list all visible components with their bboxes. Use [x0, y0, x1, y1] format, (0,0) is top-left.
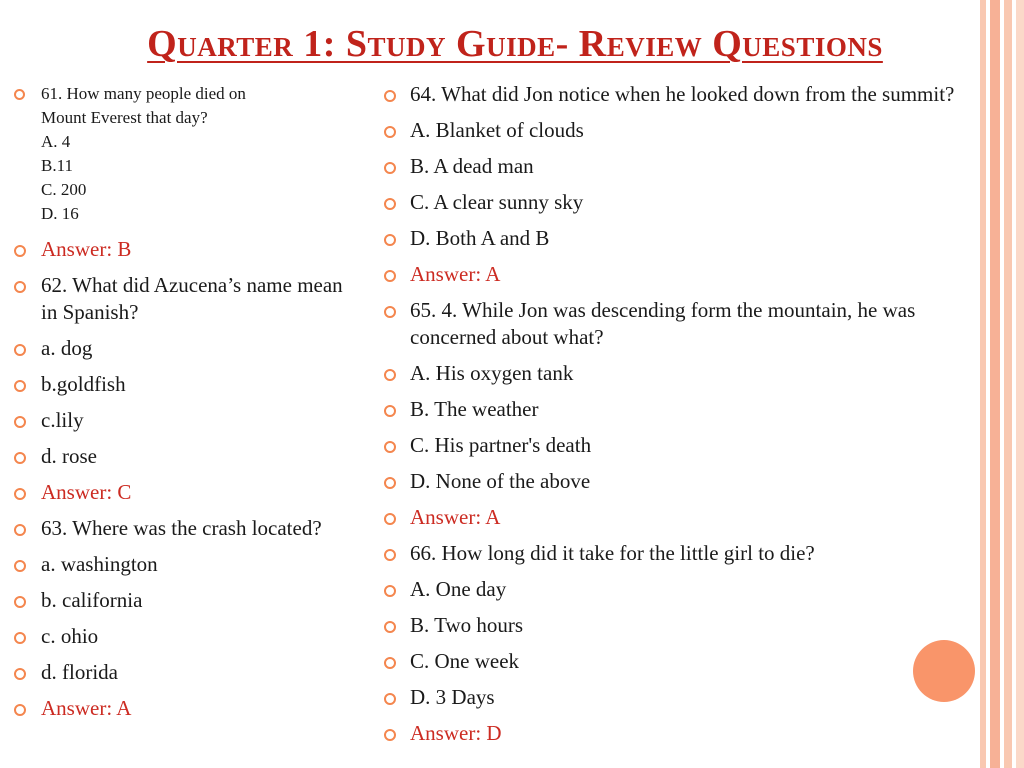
list-item — [14, 515, 364, 542]
bullet-icon — [14, 281, 26, 293]
question-line: Mount Everest that day? — [41, 108, 208, 127]
bullet-icon — [384, 198, 396, 210]
item-text: c. ohio — [41, 624, 99, 648]
bullet-icon — [384, 621, 396, 633]
item-text: D. None of the above — [410, 469, 591, 493]
option-line: B.11 — [41, 156, 73, 175]
bullet-icon — [14, 380, 26, 392]
bullet-icon — [14, 245, 26, 257]
bullet-icon — [384, 162, 396, 174]
list-item — [384, 81, 974, 108]
bullet-icon — [14, 632, 26, 644]
answer-item — [14, 695, 364, 722]
list-item — [384, 540, 974, 567]
item-text: D. 3 Days — [410, 685, 495, 709]
answer-item — [384, 504, 974, 531]
item-text: b. california — [41, 588, 143, 612]
bullet-icon — [14, 668, 26, 680]
item-text: C. His partner's death — [410, 433, 592, 457]
bullet-icon — [384, 729, 396, 741]
item-text: 64. What did Jon notice when he looked down from the summit? — [410, 82, 955, 106]
bullet-icon — [384, 234, 396, 246]
option-line: A. 4 — [41, 132, 71, 151]
bullet-icon — [14, 560, 26, 572]
option-line: C. 200 — [41, 180, 87, 199]
list-item — [384, 576, 974, 603]
list-item — [14, 272, 364, 326]
list-item — [384, 189, 974, 216]
item-text: C. A clear sunny sky — [410, 190, 584, 214]
bullet-icon — [14, 596, 26, 608]
bullet-icon — [384, 657, 396, 669]
list-item — [384, 648, 974, 675]
list-item — [14, 623, 364, 650]
item-text: 62. What did Azucena’s name mean in Spanish? — [41, 273, 343, 324]
list-item — [384, 468, 974, 495]
answer-item — [14, 479, 364, 506]
bullet-icon — [14, 89, 25, 100]
list-item — [384, 297, 974, 351]
list-item — [384, 153, 974, 180]
item-text: a. washington — [41, 552, 158, 576]
answer-text: Answer: B — [41, 237, 132, 261]
list-item — [384, 396, 974, 423]
item-text: b.goldfish — [41, 372, 126, 396]
bullet-icon — [384, 126, 396, 138]
item-text: B. The weather — [410, 397, 539, 421]
list-item — [384, 117, 974, 144]
bullet-icon — [14, 524, 26, 536]
list-item — [14, 371, 364, 398]
question-61 — [14, 82, 364, 226]
bullet-icon — [14, 344, 26, 356]
option-line: D. 16 — [41, 204, 79, 223]
item-text: B. A dead man — [410, 154, 534, 178]
answer-item — [14, 236, 364, 263]
list-item — [14, 551, 364, 578]
answer-item — [384, 261, 974, 288]
list-item — [384, 432, 974, 459]
item-text: C. One week — [410, 649, 520, 673]
bullet-icon — [384, 477, 396, 489]
question-line: 61. How many people died on — [41, 84, 246, 103]
bullet-icon — [384, 549, 396, 561]
bullet-icon — [384, 441, 396, 453]
list-item — [384, 225, 974, 252]
left-column — [14, 82, 364, 731]
list-item — [14, 443, 364, 470]
bullet-icon — [384, 693, 396, 705]
item-text: 63. Where was the crash located? — [41, 516, 322, 540]
answer-text: Answer: A — [41, 696, 132, 720]
right-column — [384, 81, 974, 756]
item-text: d. florida — [41, 660, 118, 684]
item-text: A. One day — [410, 577, 507, 601]
answer-text: Answer: C — [41, 480, 132, 504]
item-text: c.lily — [41, 408, 84, 432]
bullet-icon — [14, 416, 26, 428]
item-text: A. Blanket of clouds — [410, 118, 584, 142]
bullet-icon — [384, 306, 396, 318]
bullet-icon — [384, 513, 396, 525]
list-item — [14, 659, 364, 686]
answer-text: Answer: A — [410, 262, 501, 286]
list-item — [384, 612, 974, 639]
answer-text: Answer: A — [410, 505, 501, 529]
list-item — [384, 684, 974, 711]
item-text: 66. How long did it take for the little girl to die? — [410, 541, 815, 565]
answer-item — [384, 720, 974, 747]
item-text: B. Two hours — [410, 613, 524, 637]
item-text: d. rose — [41, 444, 97, 468]
bullet-icon — [14, 704, 26, 716]
item-text: D. Both A and B — [410, 226, 550, 250]
decorative-stripes — [980, 0, 1024, 768]
list-item — [14, 335, 364, 362]
list-item — [384, 360, 974, 387]
list-item — [14, 407, 364, 434]
item-text: a. dog — [41, 336, 93, 360]
bullet-icon — [384, 405, 396, 417]
bullet-icon — [384, 270, 396, 282]
answer-text: Answer: D — [410, 721, 502, 745]
item-text: A. His oxygen tank — [410, 361, 574, 385]
bullet-icon — [14, 452, 26, 464]
bullet-icon — [384, 369, 396, 381]
item-text: 65. 4. While Jon was descending form the mountain, he was concerned about what? — [410, 298, 916, 349]
slide-title: Quarter 1: Study Guide- Review Questions — [147, 23, 883, 65]
bullet-icon — [384, 90, 396, 102]
bullet-icon — [384, 585, 396, 597]
list-item — [14, 587, 364, 614]
bullet-icon — [14, 488, 26, 500]
